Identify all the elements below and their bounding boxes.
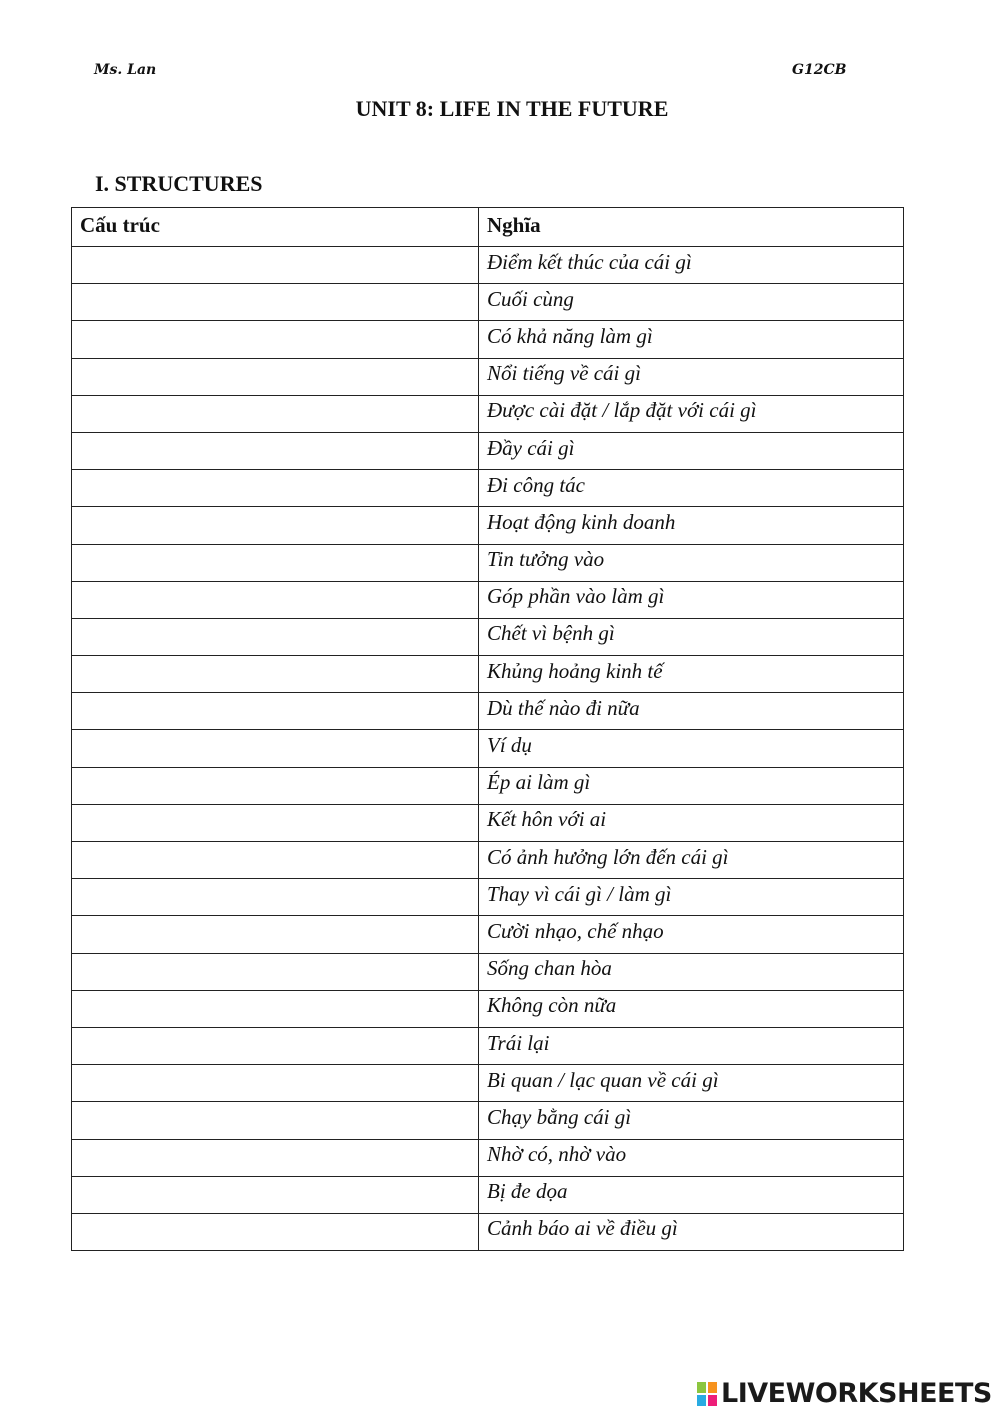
structure-cell[interactable] [72, 284, 479, 321]
meaning-cell: Khủng hoảng kinh tế [479, 656, 904, 693]
liveworksheets-mark-icon [696, 1381, 718, 1407]
table-row [72, 507, 904, 544]
table-row [72, 767, 904, 804]
table-row [72, 432, 904, 469]
meaning-cell: Chạy bằng cái gì [479, 1102, 904, 1139]
structure-cell[interactable] [72, 879, 479, 916]
table-row [72, 804, 904, 841]
logo-text: LIVEWORKSHEETS [721, 1378, 992, 1409]
table-row [72, 321, 904, 358]
structure-cell[interactable] [72, 581, 479, 618]
structure-cell[interactable] [72, 1027, 479, 1064]
structure-cell[interactable] [72, 321, 479, 358]
structure-cell[interactable] [72, 990, 479, 1027]
table-row [72, 247, 904, 284]
page-title: UNIT 8: LIFE IN THE FUTURE [355, 96, 669, 121]
structure-cell[interactable] [72, 693, 479, 730]
structure-cell[interactable] [72, 395, 479, 432]
meaning-cell: Kết hôn với ai [479, 804, 904, 841]
meaning-cell: Cười nhạo, chế nhạo [479, 916, 904, 953]
table-row [72, 1213, 904, 1250]
table-row [72, 693, 904, 730]
table-row [72, 395, 904, 432]
column-header-structure: Cấu trúc [72, 208, 479, 247]
structure-cell[interactable] [72, 247, 479, 284]
meaning-cell: Được cài đặt / lắp đặt với cái gì [479, 395, 904, 432]
meaning-cell: Nhờ có, nhờ vào [479, 1139, 904, 1176]
logo-tile-4 [707, 1394, 718, 1407]
teacher-name: Ms. Lan [94, 62, 157, 78]
meaning-cell: Điểm kết thúc của cái gì [479, 247, 904, 284]
table-row [72, 879, 904, 916]
meaning-cell: Góp phần vào làm gì [479, 581, 904, 618]
column-header-meaning: Nghĩa [479, 208, 904, 247]
structure-cell[interactable] [72, 656, 479, 693]
table-row [72, 581, 904, 618]
table-row [72, 544, 904, 581]
meaning-cell: Dù thế nào đi nữa [479, 693, 904, 730]
structure-cell[interactable] [72, 507, 479, 544]
table-row [72, 656, 904, 693]
table-header-row [72, 208, 904, 247]
structures-table [71, 207, 904, 1251]
table-row [72, 990, 904, 1027]
meaning-cell: Có ảnh hưởng lớn đến cái gì [479, 842, 904, 879]
meaning-cell: Ép ai làm gì [479, 767, 904, 804]
meaning-cell: Hoạt động kinh doanh [479, 507, 904, 544]
meaning-cell: Tin tưởng vào [479, 544, 904, 581]
structure-cell[interactable] [72, 916, 479, 953]
meaning-cell: Bi quan / lạc quan về cái gì [479, 1065, 904, 1102]
structure-cell[interactable] [72, 618, 479, 655]
structure-cell[interactable] [72, 767, 479, 804]
meaning-cell: Cuối cùng [479, 284, 904, 321]
meaning-cell: Đầy cái gì [479, 432, 904, 469]
structure-cell[interactable] [72, 1176, 479, 1213]
structure-cell[interactable] [72, 544, 479, 581]
structure-cell[interactable] [72, 1065, 479, 1102]
section-heading: I. STRUCTURES [95, 171, 263, 196]
logo-tile-1 [696, 1381, 707, 1394]
structure-cell[interactable] [72, 842, 479, 879]
structure-cell[interactable] [72, 730, 479, 767]
table-row [72, 1139, 904, 1176]
table-row [72, 1176, 904, 1213]
table-row [72, 842, 904, 879]
logo-tile-3 [696, 1394, 707, 1407]
meaning-cell: Bị đe dọa [479, 1176, 904, 1213]
meaning-cell: Nổi tiếng về cái gì [479, 358, 904, 395]
meaning-cell: Không còn nữa [479, 990, 904, 1027]
table-row [72, 730, 904, 767]
table-row [72, 1027, 904, 1064]
structure-cell[interactable] [72, 953, 479, 990]
table-row [72, 284, 904, 321]
table-row [72, 1065, 904, 1102]
structure-cell[interactable] [72, 432, 479, 469]
table-row [72, 358, 904, 395]
table-row [72, 470, 904, 507]
structure-cell[interactable] [72, 358, 479, 395]
meaning-cell: Thay vì cái gì / làm gì [479, 879, 904, 916]
structure-cell[interactable] [72, 470, 479, 507]
structure-cell[interactable] [72, 1213, 479, 1250]
meaning-cell: Có khả năng làm gì [479, 321, 904, 358]
logo-tile-2 [707, 1381, 718, 1394]
table-row [72, 953, 904, 990]
class-code: G12CB [792, 62, 847, 78]
structure-cell[interactable] [72, 804, 479, 841]
meaning-cell: Chết vì bệnh gì [479, 618, 904, 655]
table-row [72, 1102, 904, 1139]
table-row [72, 618, 904, 655]
table-row [72, 916, 904, 953]
meaning-cell: Cảnh báo ai về điều gì [479, 1213, 904, 1250]
meaning-cell: Ví dụ [479, 730, 904, 767]
structure-cell[interactable] [72, 1139, 479, 1176]
structure-cell[interactable] [72, 1102, 479, 1139]
meaning-cell: Trái lại [479, 1027, 904, 1064]
meaning-cell: Sống chan hòa [479, 953, 904, 990]
meaning-cell: Đi công tác [479, 470, 904, 507]
liveworksheets-logo [696, 1378, 992, 1409]
